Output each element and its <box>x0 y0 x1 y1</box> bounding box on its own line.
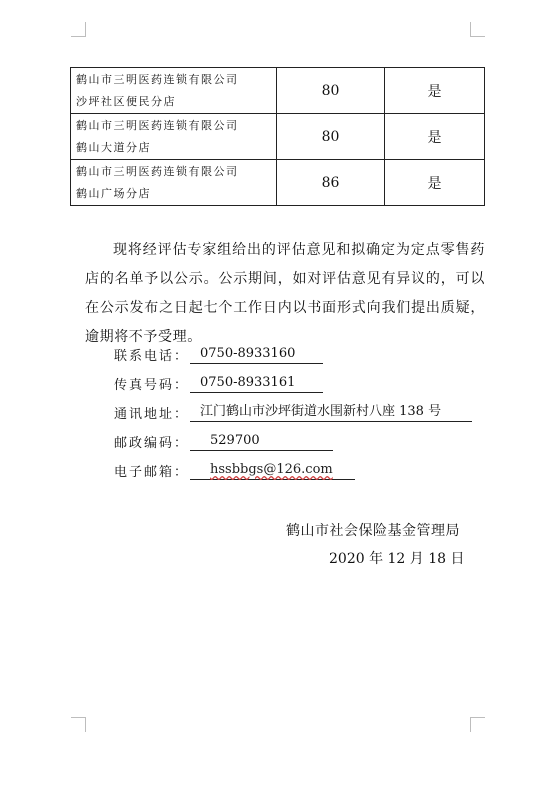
pharmacy-branch-line: 鹤山广场分店 <box>76 186 151 200</box>
pharmacy-branch-line: 鹤山大道分店 <box>76 140 151 154</box>
contact-postcode-row <box>114 432 333 454</box>
pharmacy-name-cell <box>71 160 277 206</box>
postcode-label: 邮政编码： <box>114 436 190 451</box>
table-row <box>71 160 485 206</box>
email-value <box>190 461 355 480</box>
contact-address-row <box>114 403 472 425</box>
notice-paragraph <box>85 236 485 352</box>
pharmacy-name-line: 鹤山市三明医药连锁有限公司 <box>76 118 239 132</box>
notice-text: 现将经评估专家组给出的评估意见和拟确定为定点零售药店的名单予以公示。公示期间，如对评估意见有异议的，可以在公示发布之日起七个工作日内以书面形式向我们提出质疑，逾期将不予受理。 <box>85 242 485 345</box>
pharmacy-branch-line: 沙坪社区便民分店 <box>76 94 176 108</box>
contact-fax-row <box>114 374 323 396</box>
table-row <box>71 114 485 160</box>
page-corner-mark <box>71 22 86 37</box>
result-cell: 是 <box>385 160 485 206</box>
phone-label: 联系电话： <box>114 349 190 364</box>
email-label: 电子邮箱： <box>114 465 190 480</box>
score-cell: 80 <box>277 114 385 160</box>
page-corner-mark <box>470 717 485 732</box>
result-cell: 是 <box>385 68 485 114</box>
result-cell: 是 <box>385 114 485 160</box>
pharmacy-name-line: 鹤山市三明医药连锁有限公司 <box>76 72 239 86</box>
fax-label: 传真号码： <box>114 378 190 393</box>
contact-phone-row <box>114 345 323 367</box>
pharmacy-name-line: 鹤山市三明医药连锁有限公司 <box>76 164 239 178</box>
issuing-organization: 鹤山市社会保险基金管理局 <box>286 523 460 539</box>
page-corner-mark <box>71 717 86 732</box>
address-label: 通讯地址： <box>114 407 190 422</box>
pharmacy-table <box>70 67 485 206</box>
phone-value: 0750-8933160 <box>190 345 323 364</box>
page-corner-mark <box>470 22 485 37</box>
postcode-value: 529700 <box>190 432 333 451</box>
fax-value: 0750-8933161 <box>190 374 323 393</box>
table-row <box>71 68 485 114</box>
address-value: 江门鹤山市沙坪街道水围新村八座 138 号 <box>190 403 472 422</box>
score-cell: 80 <box>277 68 385 114</box>
score-cell: 86 <box>277 160 385 206</box>
pharmacy-name-cell <box>71 114 277 160</box>
pharmacy-name-cell <box>71 68 277 114</box>
email-text: hssbbgs@126.com <box>210 462 333 477</box>
contact-email-row <box>114 461 355 483</box>
issue-date: 2020 年 12 月 18 日 <box>329 551 465 567</box>
